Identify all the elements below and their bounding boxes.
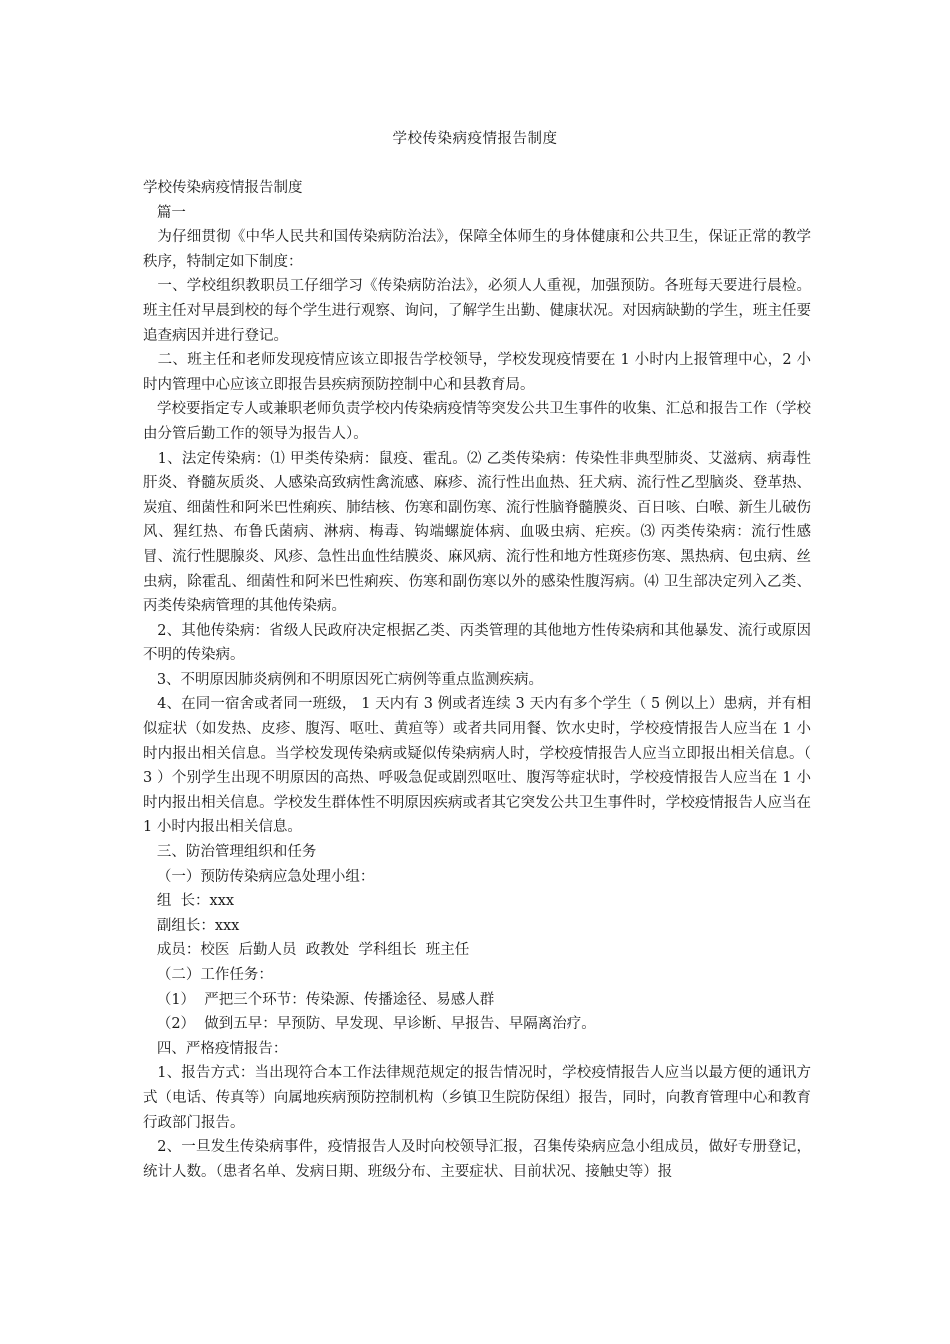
paragraph-section-2: 二、班主任和老师发现疫情应该立即报告学校领导，学校发现疫情要在 1 小时内上报管理中心，2 小时内管理中心应该立即报告县疾病预防控制中心和县教育局。 [143,352,811,393]
paragraph-report-method: 1、报告方式：当出现符合本工作法律规范规定的报告情况时，学校疫情报告人应当以最方便的通讯方式（电话、传真等）向属地疾病预防控制机构（乡镇卫生院防保组）报告，同时，向教育管理中心和教育行政部门报告。 [143,1065,811,1131]
document-title: 学校传染病疫情报告制度 [392,131,558,147]
paragraph-section-3: 三、防治管理组织和任务 [143,844,317,861]
paragraph-section-4: 四、严格疫情报告： [143,1040,288,1057]
paragraph-other-diseases: 2、其他传染病：省级人民政府决定根据乙类、丙类管理的其他地方性传染病和其他暴发、流行或原因不明的传染病。 [143,622,811,664]
paragraph-section-1: 一、学校组织教职员工仔细学习《传染病防治法》，必须人人重视，加强预防。各班每天要进行晨检。班主任对早晨到校的每个学生进行观察、询问，了解学生出勤、健康状况。对因病缺勤的学生，班主任要追查病因并进行登记。 [143,278,812,344]
paragraph-intro: 为仔细贯彻《中华人民共和国传染病防治法》，保障全体师生的身体健康和公共卫生，保证正常的教学秩序，特制定如下制度： [143,229,812,270]
paragraph-part-one: 篇一 [143,204,186,221]
paragraph-cluster-cases: 4、在同一宿舍或者同一班级， 1 天内有 3 例或者连续 3 天内有多个学生（ 5 例以上）患病，并有相似症状（如发热、皮疹、腹泻、呕吐、黄疸等）或者共同用餐、饮水史时，学校疫情报告人应当在 1 小时内报出相关信息。当学校发现传染病或疑似传染病病人时，学校疫情报告人应当立即报出相关信息。（ 3 ）个别学生出现不明原因的高热、呼吸急促或剧烈呕吐、腹泻等症状时，学校疫情报告人应当在 1 小时内报出相关信息。学校发生群体性不明原因疾病或者其它突发公共卫生事件时，学校疫情报告人应当在 1 小时内报出相关信息。 [143,696,816,836]
paragraph-task-2: （2） 做到五早：早预防、早发现、早诊断、早报告、早隔离治疗。 [143,1016,596,1033]
paragraph-group: （一）预防传染病应急处理小组： [143,868,375,885]
paragraph-report-event: 2、一旦发生传染病事件，疫情报告人及时向校领导汇报，召集传染病应急小组成员，做好专册登记，统计人数。（患者名单、发病日期、班级分布、主要症状、目前状况、接触史等）报 [143,1139,811,1180]
paragraph-members: 成员：校医 后勤人员 政教处 学科组长 班主任 [143,942,470,959]
paragraph-monitoring: 3、不明原因肺炎病例和不明原因死亡病例等重点监测疾病。 [143,671,544,688]
paragraph-deputy: 副组长：xxx [143,917,240,934]
document-body [143,176,816,1184]
paragraph-tasks: （二）工作任务： [143,967,273,983]
paragraph-task-1: （1） 严把三个环节：传染源、传播途径、易感人群 [143,991,495,1008]
paragraph-legal-diseases: 1、法定传染病：⑴ 甲类传染病：鼠疫、霍乱。⑵ 乙类传染病：传染性非典型肺炎、艾滋病、病毒性肝炎、脊髓灰质炎、人感染高致病性禽流感、麻疹、流行性出血热、狂犬病、流行性乙型脑炎、登革热、炭疽、细菌性和阿米巴性痢疾、肺结核、伤寒和副伤寒、流行性脑脊髓膜炎、百日咳、白喉、新生儿破伤风、猩红热、布鲁氏菌病、淋病、梅毒、钩端螺旋体病、血吸虫病、疟疾。⑶ 丙类传染病：流行性感冒、流行性腮腺炎、风疹、急性出血性结膜炎、麻风病、流行性和地方性斑疹伤寒、黑热病、包虫病、丝虫病，除霍乱、细菌性和阿米巴性痢疾、伤寒和副伤寒以外的感染性腹泻病。⑷ 卫生部决定列入乙类、丙类传染病管理的其他传染病。 [143,450,811,615]
paragraph-heading: 学校传染病疫情报告制度 [143,180,303,196]
paragraph-leader: 组 长：xxx [143,893,235,910]
paragraph-reporter: 学校要指定专人或兼职老师负责学校内传染病疫情等突发公共卫生事件的收集、汇总和报告工作（学校由分管后勤工作的领导为报告人）。 [143,401,811,442]
